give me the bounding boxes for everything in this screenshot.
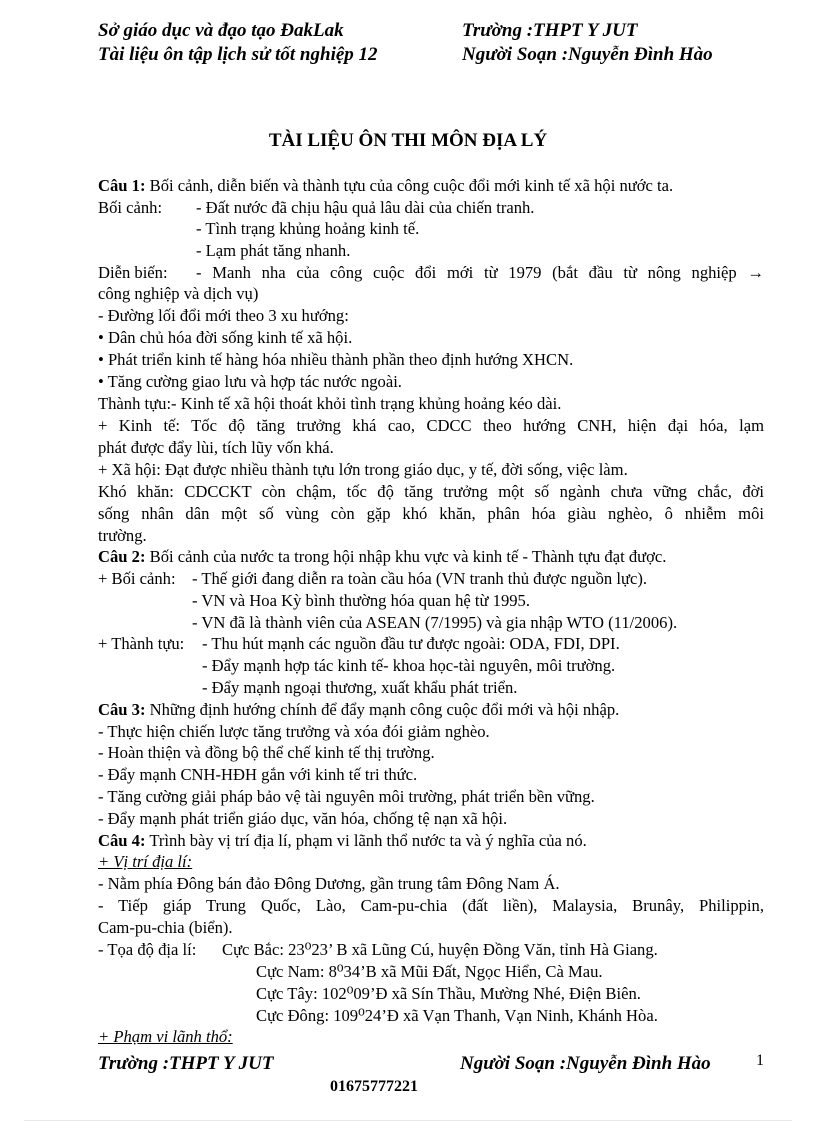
page-number: 1 — [756, 1052, 764, 1069]
footer-phone: 01675777221 — [330, 1078, 418, 1095]
coordinate-item: Cực Nam: 8⁰34’B xã Mũi Đất, Ngọc Hiển, Cà Mau. — [256, 962, 603, 981]
text-line: Cam-pu-chia (biển). — [98, 918, 233, 937]
text-line: Khó khăn: CDCCKT còn chậm, tốc độ tăng trưởng một số ngành chưa vững chắc, đời — [98, 482, 764, 501]
context-item: - VN và Hoa Kỳ bình thường hóa quan hệ từ 1995. — [192, 591, 531, 610]
question-1: Câu 1: Bối cảnh, diễn biến và thành tựu của công cuộc đổi mới kinh tế xã hội nước ta. — [98, 176, 674, 195]
coordinate-item: Cực Bắc: 23⁰23’ B xã Lũng Cú, huyện Đồng Văn, tỉnh Hà Giang. — [222, 940, 658, 959]
achievement-label: + Thành tựu: — [98, 634, 185, 653]
question-3: Câu 3: Những định hướng chính để đẩy mạnh công cuộc đổi mới và hội nhập. — [98, 700, 620, 719]
context-item: - Lạm phát tăng nhanh. — [196, 241, 351, 260]
text-line: - Thực hiện chiến lược tăng trưởng và xóa đói giảm nghèo. — [98, 722, 490, 741]
progress-label: Diễn biến: — [98, 263, 168, 282]
text-line: - Tiếp giáp Trung Quốc, Lào, Cam-pu-chia (đất liền), Malaysia, Brunây, Philippin, — [98, 896, 764, 915]
achievement-item: - Đẩy mạnh ngoại thương, xuất khẩu phát triển. — [202, 678, 518, 697]
progress-item: - Manh nha của công cuộc đổi mới từ 1979 (bắt đầu từ nông nghiệp → — [196, 263, 764, 282]
subheading-territory: + Phạm vi lãnh thổ: — [98, 1027, 233, 1046]
context-item: - Tình trạng khủng hoảng kinh tế. — [196, 219, 420, 238]
page-bottom-divider — [24, 1120, 792, 1121]
context-label: Bối cảnh: — [98, 198, 163, 217]
coordinate-item: Cực Đông: 109⁰24’Đ xã Vạn Thanh, Vạn Ninh, Khánh Hòa. — [256, 1006, 658, 1025]
bullet-item: • Phát triển kinh tế hàng hóa nhiều thành phần theo định hướng XHCN. — [98, 350, 574, 369]
text-line: sống nhân dân một số vùng còn gặp khó khăn, phân hóa giàu nghèo, ô nhiễm môi — [98, 504, 764, 523]
text-line: - Nằm phía Đông bán đảo Đông Dương, gần trung tâm Đông Nam Á. — [98, 874, 560, 893]
context-item: - VN đã là thành viên của ASEAN (7/1995) và gia nhập WTO (11/2006). — [192, 613, 678, 632]
question-2: Câu 2: Bối cảnh của nước ta trong hội nhập khu vực và kinh tế - Thành tựu đạt được. — [98, 547, 667, 566]
context-label: + Bối cảnh: — [98, 569, 176, 588]
coordinates-label: - Tọa độ địa lí: — [98, 940, 197, 959]
text-line: phát được đẩy lùi, tích lũy vốn khá. — [98, 438, 334, 457]
header-org: Sở giáo dục và đạo tạo ĐakLak — [98, 20, 344, 41]
coordinate-item: Cực Tây: 102⁰09’Đ xã Sín Thầu, Mường Nhé, Điện Biên. — [256, 984, 641, 1003]
header-author: Người Soạn :Nguyễn Đình Hào — [462, 44, 713, 65]
text-line: + Xã hội: Đạt được nhiều thành tựu lớn trong giáo dục, y tế, đời sống, việc làm. — [98, 460, 628, 479]
bullet-item: • Tăng cường giao lưu và hợp tác nước ngoài. — [98, 372, 402, 391]
text-line: - Đường lối đổi mới theo 3 xu hướng: — [98, 306, 349, 325]
text-line: - Tăng cường giải pháp bảo vệ tài nguyên môi trường, phát triển bền vững. — [98, 787, 595, 806]
page-title: TÀI LIỆU ÔN THI MÔN ĐỊA LÝ — [268, 130, 548, 151]
footer-school: Trường :THPT Y JUT — [98, 1053, 274, 1074]
text-line: - Đẩy mạnh CNH-HĐH gắn với kinh tế tri thức. — [98, 765, 418, 784]
footer-author: Người Soạn :Nguyễn Đình Hào — [460, 1053, 711, 1074]
text-line: Thành tựu:- Kinh tế xã hội thoát khỏi tình trạng khủng hoảng kéo dài. — [98, 394, 562, 413]
header-doc-title: Tài liệu ôn tập lịch sử tốt nghiệp 12 — [98, 44, 378, 65]
achievement-item: - Đẩy mạnh hợp tác kinh tế- khoa học-tài nguyên, môi trường. — [202, 656, 616, 675]
bullet-item: • Dân chủ hóa đời sống kinh tế xã hội. — [98, 328, 353, 347]
context-item: - Đất nước đã chịu hậu quả lâu dài của chiến tranh. — [196, 198, 535, 217]
text-line: + Kinh tế: Tốc độ tăng trưởng khá cao, CDCC theo hướng CNH, hiện đại hóa, lạm — [98, 416, 764, 435]
text-line: trường. — [98, 526, 147, 545]
text-line: - Hoàn thiện và đồng bộ thể chế kinh tế thị trường. — [98, 743, 435, 762]
achievement-item: - Thu hút mạnh các nguồn đầu tư được ngoài: ODA, FDI, DPI. — [202, 634, 620, 653]
subheading-location: + Vị trí địa lí: — [98, 852, 193, 871]
text-line: - Đẩy mạnh phát triển giáo dục, văn hóa, chống tệ nạn xã hội. — [98, 809, 508, 828]
question-4: Câu 4: Trình bày vị trí địa lí, phạm vi lãnh thổ nước ta và ý nghĩa của nó. — [98, 831, 587, 850]
context-item: - Thế giới đang diễn ra toàn cầu hóa (VN tranh thủ được nguồn lực). — [192, 569, 648, 588]
text-line: công nghiệp và dịch vụ) — [98, 284, 259, 303]
header-school: Trường :THPT Y JUT — [462, 20, 638, 41]
